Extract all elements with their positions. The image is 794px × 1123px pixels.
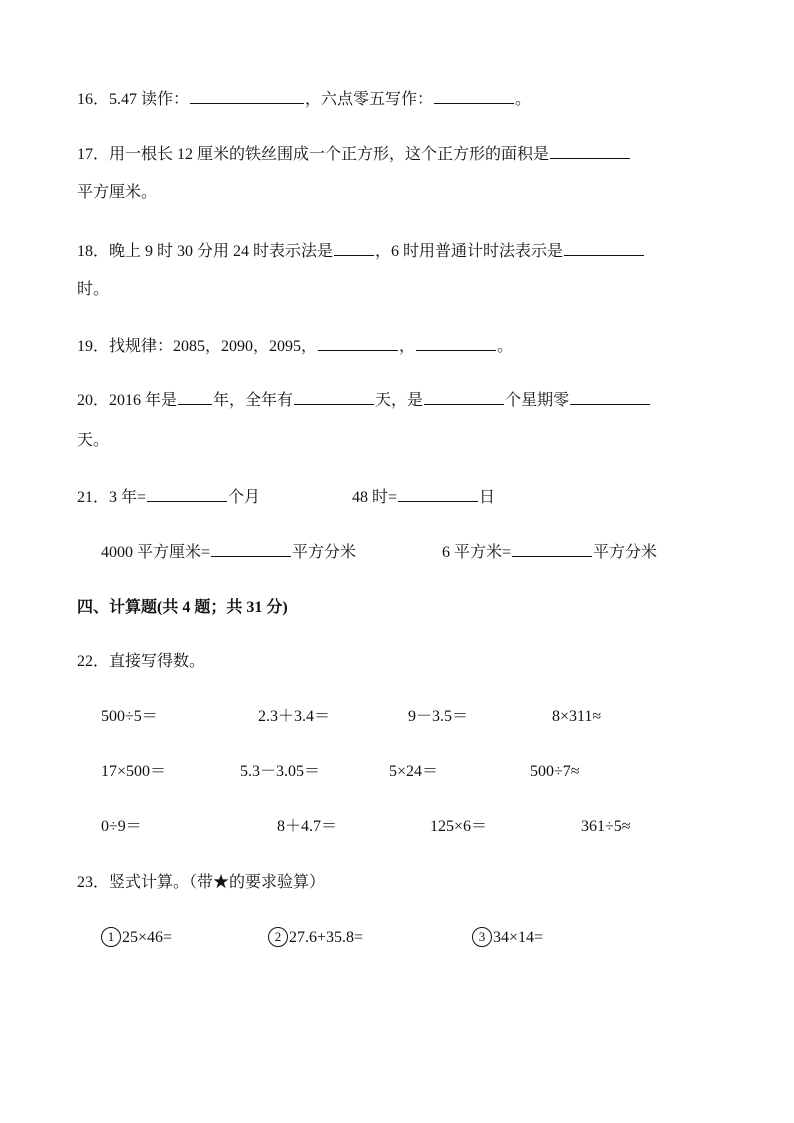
question-text: 平方厘米。 [77,184,158,201]
question-text: 晚上 9 时 30 分用 24 时表示法是 [109,243,334,260]
question-20 [77,388,651,413]
question-text: 年，全年有 [213,392,294,409]
vertical-calc-item [101,926,172,950]
circled-number: 1 [101,927,121,947]
vertical-calc-item [268,926,363,950]
question-19 [77,334,513,359]
answer-blank[interactable] [512,540,592,557]
question-number: 22． [77,653,110,670]
question-text: 3 年= [109,489,147,506]
calc-item: 8×311≈ [552,708,602,725]
question-number: 18． [77,243,110,260]
question-number: 21． [77,489,110,506]
answer-blank[interactable] [398,485,478,502]
question-text: ，六点零五写作： [305,91,434,108]
question-number: 17． [77,146,110,163]
question-text: 竖式计算。（带★的要求验算） [109,874,326,891]
question-17 [77,142,631,167]
answer-blank[interactable] [564,239,644,256]
question-text: 天。 [77,432,110,449]
question-text: ，6 时用普通计时法表示是 [375,243,564,260]
question-18-cont [77,278,109,302]
calc-expression: 27.6+35.8= [289,929,364,946]
question-text: 天，是 [375,392,424,409]
question-number: 23． [77,874,110,891]
answer-blank[interactable] [147,485,227,502]
answer-blank[interactable] [424,388,504,405]
answer-blank[interactable] [434,87,514,104]
question-number: 20． [77,392,110,409]
question-text: 日 [479,489,496,506]
question-text: 。 [497,338,514,355]
question-text: 用一根长 12 厘米的铁丝围成一个正方形，这个正方形的面积是 [109,146,550,163]
question-21-part2 [352,485,495,510]
question-17-cont [77,181,157,205]
answer-blank[interactable] [550,142,630,159]
circled-number: 3 [472,927,492,947]
calc-expression: 25×46= [122,929,173,946]
answer-blank[interactable] [416,334,496,351]
question-text: 直接写得数。 [109,653,206,670]
question-text: 平方分米 [292,544,357,561]
answer-blank[interactable] [318,334,398,351]
calc-item: 500÷5＝ [101,708,158,725]
question-text: 6 平方米= [442,544,512,561]
question-text: 48 时= [352,489,398,506]
question-number: 19． [77,338,110,355]
question-text: 5.47 读作： [109,91,190,108]
calc-item: 17×500＝ [101,763,167,780]
question-text: ， [399,338,416,355]
calc-item: 5.3－3.05＝ [240,763,321,780]
calc-item: 500÷7≈ [530,763,580,780]
question-text: 。 [515,91,532,108]
calc-item: 125×6＝ [430,818,488,835]
section-title: 四、计算题(共 4 题；共 31 分) [77,599,288,616]
question-20-cont [77,429,109,453]
calc-item: 361÷5≈ [581,818,631,835]
question-16 [77,87,531,112]
answer-blank[interactable] [294,388,374,405]
question-text: 2016 年是 [109,392,178,409]
question-text: 个星期零 [505,392,570,409]
calc-item: 9－3.5＝ [408,708,469,725]
answer-blank[interactable] [334,239,374,256]
answer-blank[interactable] [190,87,304,104]
question-text: 找规律：2085，2090，2095， [109,338,318,355]
vertical-calc-item [472,926,543,950]
circled-number: 2 [268,927,288,947]
calc-item: 2.3＋3.4＝ [258,708,331,725]
calc-item: 8＋4.7＝ [277,818,338,835]
question-number: 16． [77,91,110,108]
answer-blank[interactable] [570,388,650,405]
answer-blank[interactable] [178,388,212,405]
question-text: 4000 平方厘米= [101,544,211,561]
calc-item: 0÷9＝ [101,818,142,835]
calc-expression: 34×14= [493,929,544,946]
question-23 [77,871,325,895]
answer-blank[interactable] [211,540,291,557]
question-text: 平方分米 [593,544,658,561]
calc-item: 5×24＝ [389,763,439,780]
question-18 [77,239,645,264]
question-21-part4 [442,540,657,565]
question-22 [77,650,205,674]
question-text: 个月 [228,489,261,506]
question-21-part3 [101,540,356,565]
question-21 [77,485,260,510]
question-text: 时。 [77,281,110,298]
